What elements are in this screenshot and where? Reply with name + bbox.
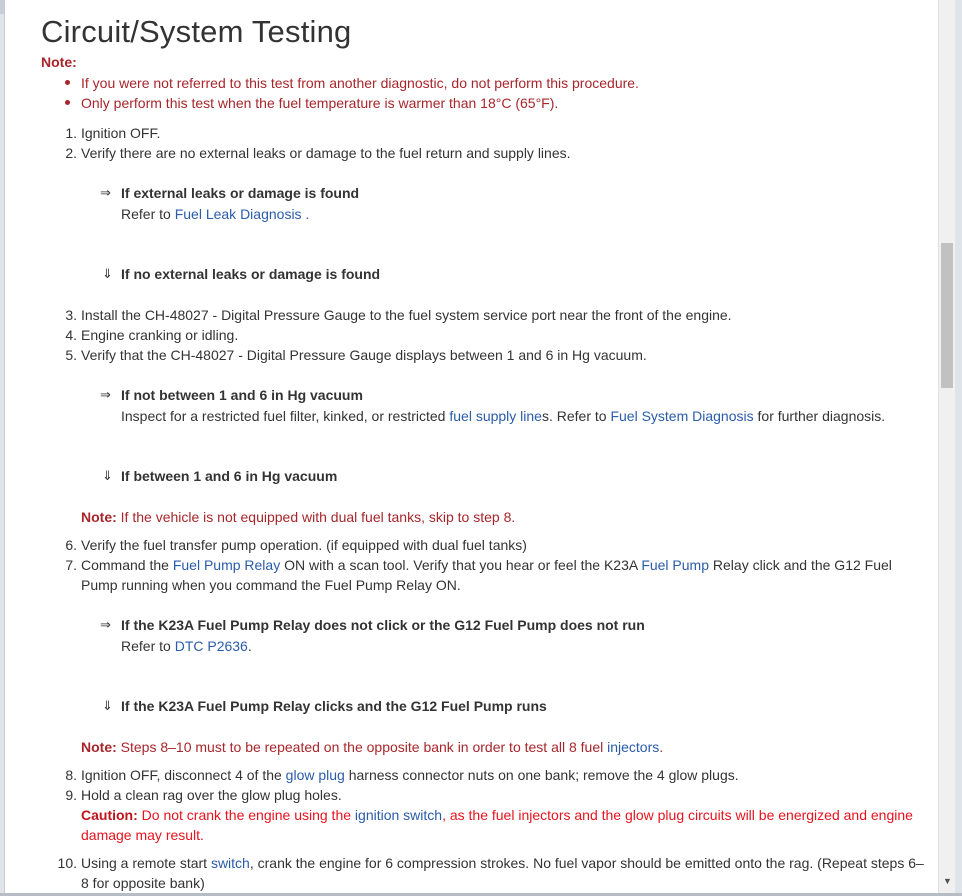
arrow-right-icon: ⇒ xyxy=(100,617,111,632)
step-2-text: Verify there are no external leaks or damage to the fuel return and supply lines. xyxy=(81,145,571,161)
branch-text: Refer to xyxy=(121,638,175,654)
step-5-text: Verify that the CH-48027 - Digital Pressure Gauge displays between 1 and 6 in Hg vacuum. xyxy=(81,347,647,363)
branch-action xyxy=(121,204,309,224)
glow-plug-link[interactable]: glow plug xyxy=(285,767,345,783)
branch-text: . xyxy=(247,638,252,654)
note-item-2: Only perform this test when the fuel temperature is warmer than 18°C (65°F). xyxy=(81,95,559,111)
arrow-right-icon: ⇒ xyxy=(100,387,111,402)
arrow-down-icon: ⇓ xyxy=(102,468,113,483)
branch-text: Refer to xyxy=(121,206,175,222)
arrow-right-icon: ⇒ xyxy=(100,185,111,200)
dtc-p2636-link[interactable]: DTC P2636 xyxy=(174,638,248,654)
step-3-text: Install the CH-48027 - Digital Pressure Gauge to the fuel system service port near the front of the engine. xyxy=(81,307,732,323)
branch-text: for further diagnosis. xyxy=(753,408,886,424)
injectors-link[interactable]: injectors xyxy=(607,739,660,755)
step-number: 8. xyxy=(65,767,77,783)
switch-link[interactable]: switch xyxy=(210,855,250,871)
step-7-text xyxy=(81,555,911,595)
note-item-1: If you were not referred to this test from another diagnostic, do not perform this procedure. xyxy=(81,75,639,91)
step-number: 6. xyxy=(65,537,77,553)
arrow-down-icon: ⇓ xyxy=(102,266,113,281)
step-number: 5. xyxy=(65,347,77,363)
branch-action xyxy=(121,406,885,426)
caution-text xyxy=(81,805,931,845)
step-text: ON with a scan tool. Verify that you hear or feel the K23A xyxy=(280,557,642,573)
step-number: 3. xyxy=(65,307,77,323)
step-text: Relay click and the G12 Fuel Pump running when you command the Fuel Pump Relay ON. xyxy=(81,557,892,593)
branch-condition: If the K23A Fuel Pump Relay does not click or the G12 Fuel Pump does not run xyxy=(121,617,645,633)
step-10-text xyxy=(81,853,931,893)
page-title: Circuit/System Testing xyxy=(41,14,352,49)
step-text: Command the xyxy=(81,557,173,573)
step-number: 2. xyxy=(65,145,77,161)
inline-note xyxy=(81,507,515,527)
caution-body: Do not crank the engine using the xyxy=(137,807,355,823)
scroll-thumb[interactable] xyxy=(941,243,953,388)
step-text: harness connector nuts on one bank; remove the 4 glow plugs. xyxy=(344,767,739,783)
branch-condition: If no external leaks or damage is found xyxy=(121,266,381,282)
branch-action xyxy=(121,636,252,656)
step-number: 7. xyxy=(65,557,77,573)
vertical-scrollbar[interactable] xyxy=(938,0,956,893)
step-9-text: Hold a clean rag over the glow plug holes. xyxy=(81,787,342,803)
step-number: 4. xyxy=(65,327,77,343)
step-8-text xyxy=(81,765,739,785)
note-text: If the vehicle is not equipped with dual fuel tanks, skip to step 8. xyxy=(116,509,516,525)
inline-note xyxy=(81,737,663,757)
document-pane xyxy=(4,0,939,893)
window-edge xyxy=(955,0,962,896)
bullet-icon xyxy=(65,80,70,85)
bullet-icon xyxy=(65,100,70,105)
branch-condition: If not between 1 and 6 in Hg vacuum xyxy=(121,387,363,403)
branch-text: s. Refer to xyxy=(541,408,611,424)
arrow-down-icon: ⇓ xyxy=(102,698,113,713)
step-text: , crank the engine for 6 compression strokes. No fuel vapor should be emitted onto the rag. (Repeat steps 6–8 for opposite bank) xyxy=(81,855,924,891)
step-6-text: Verify the fuel transfer pump operation. (if equipped with dual fuel tanks) xyxy=(81,537,527,553)
step-1-text: Ignition OFF. xyxy=(81,125,161,141)
step-text: Ignition OFF, disconnect 4 of the xyxy=(81,767,286,783)
step-number: 1. xyxy=(65,125,77,141)
note-label: Note: xyxy=(81,509,117,525)
branch-text-end: . xyxy=(301,206,310,222)
caution-body: , as the fuel injectors and the glow plug circuits will be energized and engine damage may result. xyxy=(81,807,913,843)
fuel-system-diagnosis-link[interactable]: Fuel System Diagnosis xyxy=(610,408,754,424)
fuel-pump-relay-link[interactable]: Fuel Pump Relay xyxy=(172,557,281,573)
fuel-supply-line-link[interactable]: fuel supply line xyxy=(449,408,542,424)
step-4-text: Engine cranking or idling. xyxy=(81,327,239,343)
note-text: Steps 8–10 must to be repeated on the opposite bank in order to test all 8 fuel xyxy=(116,739,608,755)
branch-condition: If between 1 and 6 in Hg vacuum xyxy=(121,468,338,484)
step-text: Using a remote start xyxy=(81,855,211,871)
step-number: 10. xyxy=(57,855,77,871)
fuel-leak-diagnosis-link[interactable]: Fuel Leak Diagnosis xyxy=(174,206,302,222)
ignition-switch-link[interactable]: ignition switch xyxy=(354,807,443,823)
scroll-down-arrow-icon[interactable]: ▼ xyxy=(943,876,952,886)
note-text-end: . xyxy=(659,739,664,755)
note-label: Note: xyxy=(81,739,117,755)
branch-condition: If external leaks or damage is found xyxy=(121,185,360,201)
caution-label: Caution: xyxy=(81,807,138,823)
fuel-pump-link[interactable]: Fuel Pump xyxy=(641,557,710,573)
branch-text: Inspect for a restricted fuel filter, kinked, or restricted xyxy=(121,408,450,424)
step-number: 9. xyxy=(65,787,77,803)
branch-condition: If the K23A Fuel Pump Relay clicks and the G12 Fuel Pump runs xyxy=(121,698,547,714)
note-label: Note: xyxy=(41,54,77,70)
